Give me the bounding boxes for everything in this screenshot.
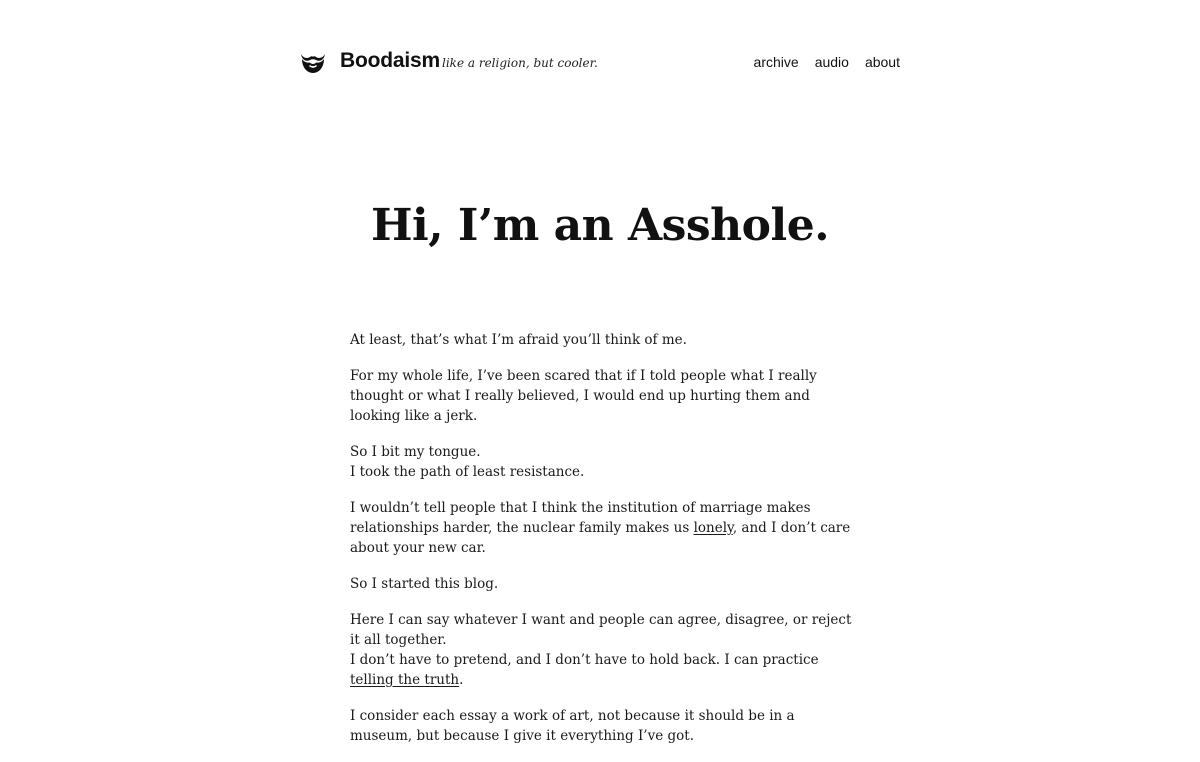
page-title: Hi, I’m an Asshole. (370, 200, 830, 251)
paragraph-5: So I started this blog. (350, 576, 499, 592)
telling-the-truth-link[interactable]: telling the truth (350, 672, 460, 688)
nav-about-link[interactable]: about (864, 54, 900, 70)
main-nav (754, 54, 900, 70)
site-header (300, 44, 900, 82)
brand-name[interactable]: Boodaism (340, 49, 440, 72)
tagline: like a religion, but cooler. (442, 56, 598, 70)
nav-audio-link[interactable]: audio (814, 54, 849, 70)
paragraph-2: For my whole life, I’ve been scared that if I told people what I really thought or what I really believed, I would end up hurting them and looking like a jerk. (350, 368, 817, 424)
paragraph-4: I wouldn’t tell people that I think the institution of marriage makes relationships harder, the nuclear family makes us lonely, and I don’t care about your new car. (350, 500, 851, 556)
paragraph-7: I consider each essay a work of art, not because it should be in a museum, but because I give it everything I’ve got. (350, 708, 795, 744)
beard-mustache-icon[interactable] (300, 52, 326, 74)
lonely-link[interactable]: lonely (693, 520, 733, 536)
article-body (350, 330, 860, 762)
nav-archive-link[interactable]: archive (753, 54, 799, 70)
paragraph-1: At least, that’s what I’m afraid you’ll think of me. (350, 332, 687, 348)
paragraph-6: Here I can say whatever I want and people can agree, disagree, or reject it all together. I don’t have to pretend, and I don’t have to hold back. I can practice telling the truth. (350, 612, 852, 688)
paragraph-3: So I bit my tongue. I took the path of least resistance. (350, 444, 585, 480)
